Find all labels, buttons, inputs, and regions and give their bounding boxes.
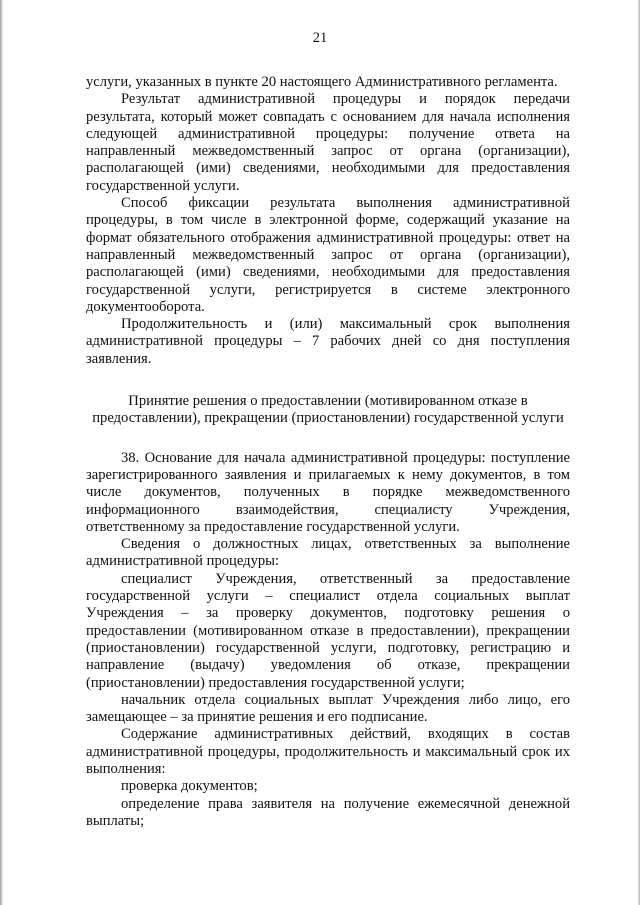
list-item: определение права заявителя на получение ежемесячной денежной выплаты; (86, 795, 570, 829)
paragraph: Продолжительность и (или) максимальный срок выполнения административной процедуры – 7 рабочих дней со дня поступления заявления. (86, 316, 570, 367)
page-body (86, 74, 570, 830)
paragraph: Способ фиксации результата выполнения административной процедуры, в том числе в электронной форме, содержащий указание на формат обязательного отображения административной процедуры: ответ на направленный межведомственный запрос от органа (организации), располагающей (ими) сведениями, необходимыми для предоставления государственной услуги, регистрируется в системе электронного документооборота. (86, 195, 570, 315)
list-item: проверка документов; (121, 778, 258, 795)
paragraph: начальник отдела социальных выплат Учреждения либо лицо, его замещающее – за принятие решения и его подписание. (86, 691, 570, 726)
paragraph: 38. Основание для начала административной процедуры: поступление зарегистрированного заявления и прилагаемых к нему документов, в том числе документов, полученных в порядке межведомственного информационного взаимодействия, специалисту Учреждения, ответственному за предоставление государственной услуги. (86, 449, 570, 535)
paragraph: специалист Учреждения, ответственный за предоставление государственной услуги – специалист отдела социальных выплат Учреждения – за проверку документов, подготовку решения о предоставлении (мотивированном отказе в предоставлении), прекращении (приостановлении) государственной услуги, подготовку, регистрацию и направление (выдачу) уведомления об отказе, прекращении (приостановлении) предоставления государственной услуги; (86, 570, 570, 691)
paragraph: Содержание административных действий, входящих в состав административной процедуры, продолжительность и максимальный срок их выполнения: (86, 726, 570, 777)
section-heading: Принятие решения о предоставлении (мотивированном отказе в предоставлении), прекращении (приостановлении) государственной услуги (92, 393, 564, 427)
paragraph: Сведения о должностных лицах, ответственных за выполнение административной процедуры: (86, 536, 570, 570)
scan-edge-left (0, 0, 4, 905)
paragraph: услуги, указанных в пункте 20 настоящего Административного регламента. (86, 74, 558, 90)
paragraph: Результат административной процедуры и порядок передачи результата, который может совпадать с основанием для начала исполнения следующей административной процедуры: получение ответа на направленный межведомственный запрос от органа (организации), располагающей (ими) сведениями, необходимыми для предоставления государственной услуги. (86, 91, 570, 194)
page-number: 21 (312, 30, 328, 46)
